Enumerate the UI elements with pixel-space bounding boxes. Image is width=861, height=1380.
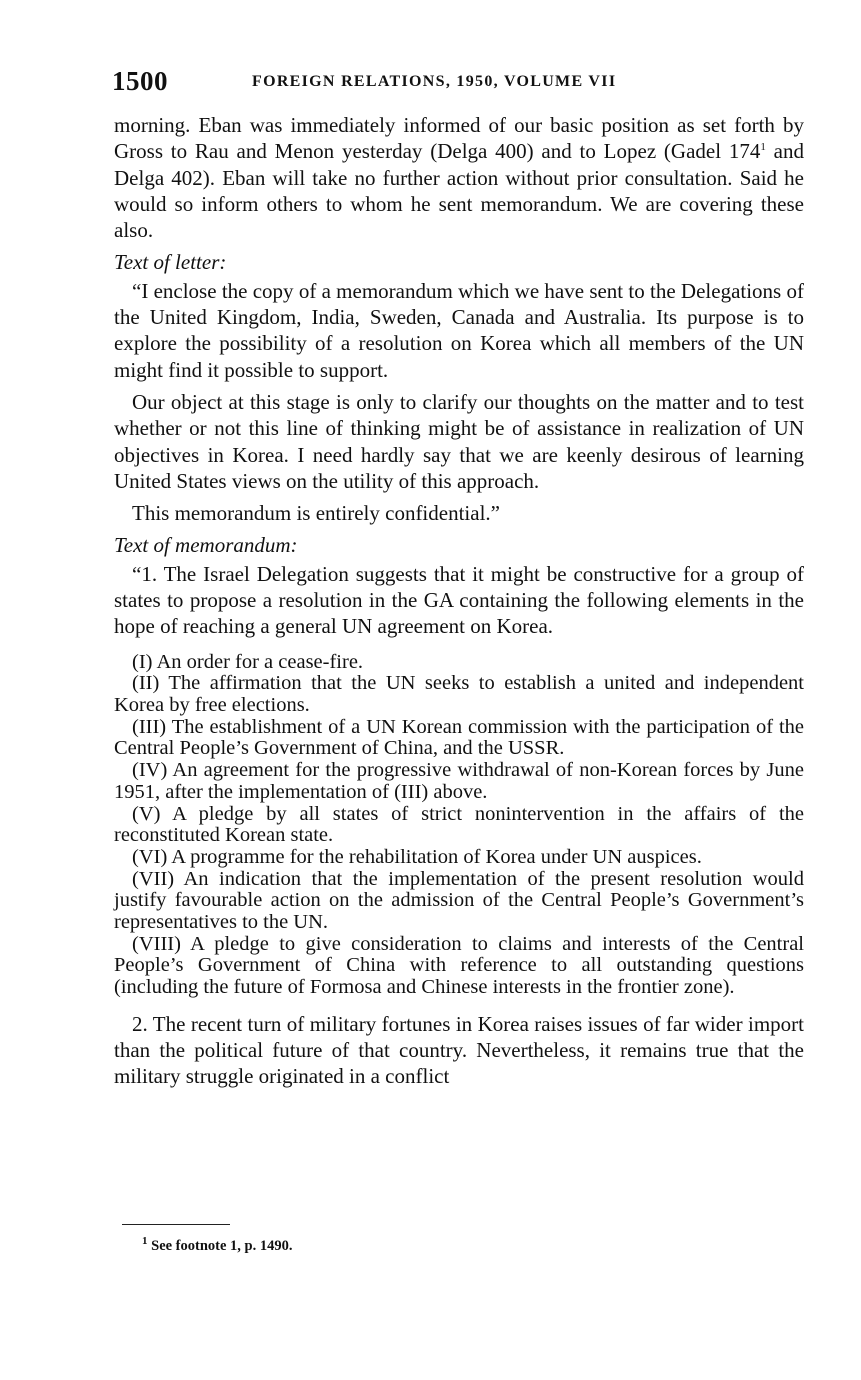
footnote-reference: 1: [760, 141, 766, 154]
paragraph-continuation: [114, 112, 804, 243]
section-label-memorandum: Text of memorandum:: [114, 533, 298, 558]
footnote: [142, 1235, 293, 1255]
letter-paragraph: “I enclose the copy of a memorandum which we have sent to the Delegations of the United Kingdom, India, Sweden, Canada and Australia. Its purpose is to explore the possibility of a resolution on Korea which all members of the UN might find it possible to support.: [114, 278, 804, 382]
footnote-divider: [122, 1224, 230, 1225]
list-item: (VII) An indication that the implementation of the present resolution would justify favourable action on the admission of the Central People’s Government’s representatives to the UN.: [114, 867, 804, 934]
list-item: (II) The affirmation that the UN seeks to establish a united and independent Korea by free elections.: [114, 672, 804, 717]
section-label-letter: Text of letter:: [114, 250, 227, 275]
memorandum-paragraph: “1. The Israel Delegation suggests that it might be constructive for a group of states to propose a resolution in the GA containing the following elements in the hope of reaching a general UN agreement on Korea.: [114, 561, 804, 639]
memorandum-elements-list: [114, 652, 804, 999]
list-item: (VIII) A pledge to give consideration to claims and interests of the Central People’s Government of China with reference to all outstanding questions (including the future of Formosa and Chinese interests in the frontier zone).: [114, 932, 804, 999]
page-header: [112, 66, 802, 100]
footnote-marker: 1: [142, 1235, 148, 1248]
list-item: (III) The establishment of a UN Korean commission with the participation of the Central People’s Government of China, and the USSR.: [114, 715, 804, 760]
list-item: (IV) An agreement for the progressive withdrawal of non-Korean forces by June 1951, after the implementation of (III) above.: [114, 759, 804, 803]
footnote-text: See footnote 1, p. 1490.: [147, 1238, 293, 1254]
running-head: FOREIGN RELATIONS, 1950, VOLUME VII: [252, 73, 617, 90]
list-item: (V) A pledge by all states of strict nonintervention in the affairs of the reconstituted Korean state.: [114, 802, 804, 847]
page-body: [114, 112, 804, 1090]
page-number: 1500: [112, 66, 168, 96]
letter-paragraph: This memorandum is entirely confidential.”: [132, 501, 500, 526]
paragraph-text: morning. Eban was immediately informed of our basic position as set forth by Gross to Rau and Menon yesterday (Delga 400) and to Lopez (Gadel 174: [114, 113, 804, 164]
memorandum-paragraph: 2. The recent turn of military fortunes in Korea raises issues of far wider import than the political future of that country. Nevertheless, it remains true that the military struggle originated in a conflict: [114, 1011, 804, 1089]
paragraph-text: and Delga 402). Eban will take no further action without prior consultation. Said he would so inform others to whom he sent memorandum. We are covering these also.: [114, 139, 804, 243]
list-item: (VI) A programme for the rehabilitation of Korea under UN auspices.: [132, 845, 702, 868]
list-item: (I) An order for a cease-fire.: [132, 650, 364, 673]
letter-paragraph: Our object at this stage is only to clarify our thoughts on the matter and to test whether or not this line of thinking might be of assistance in realization of UN objectives in Korea. I need hardly say that we are keenly desirous of learning United States views on the utility of this approach.: [114, 389, 804, 493]
